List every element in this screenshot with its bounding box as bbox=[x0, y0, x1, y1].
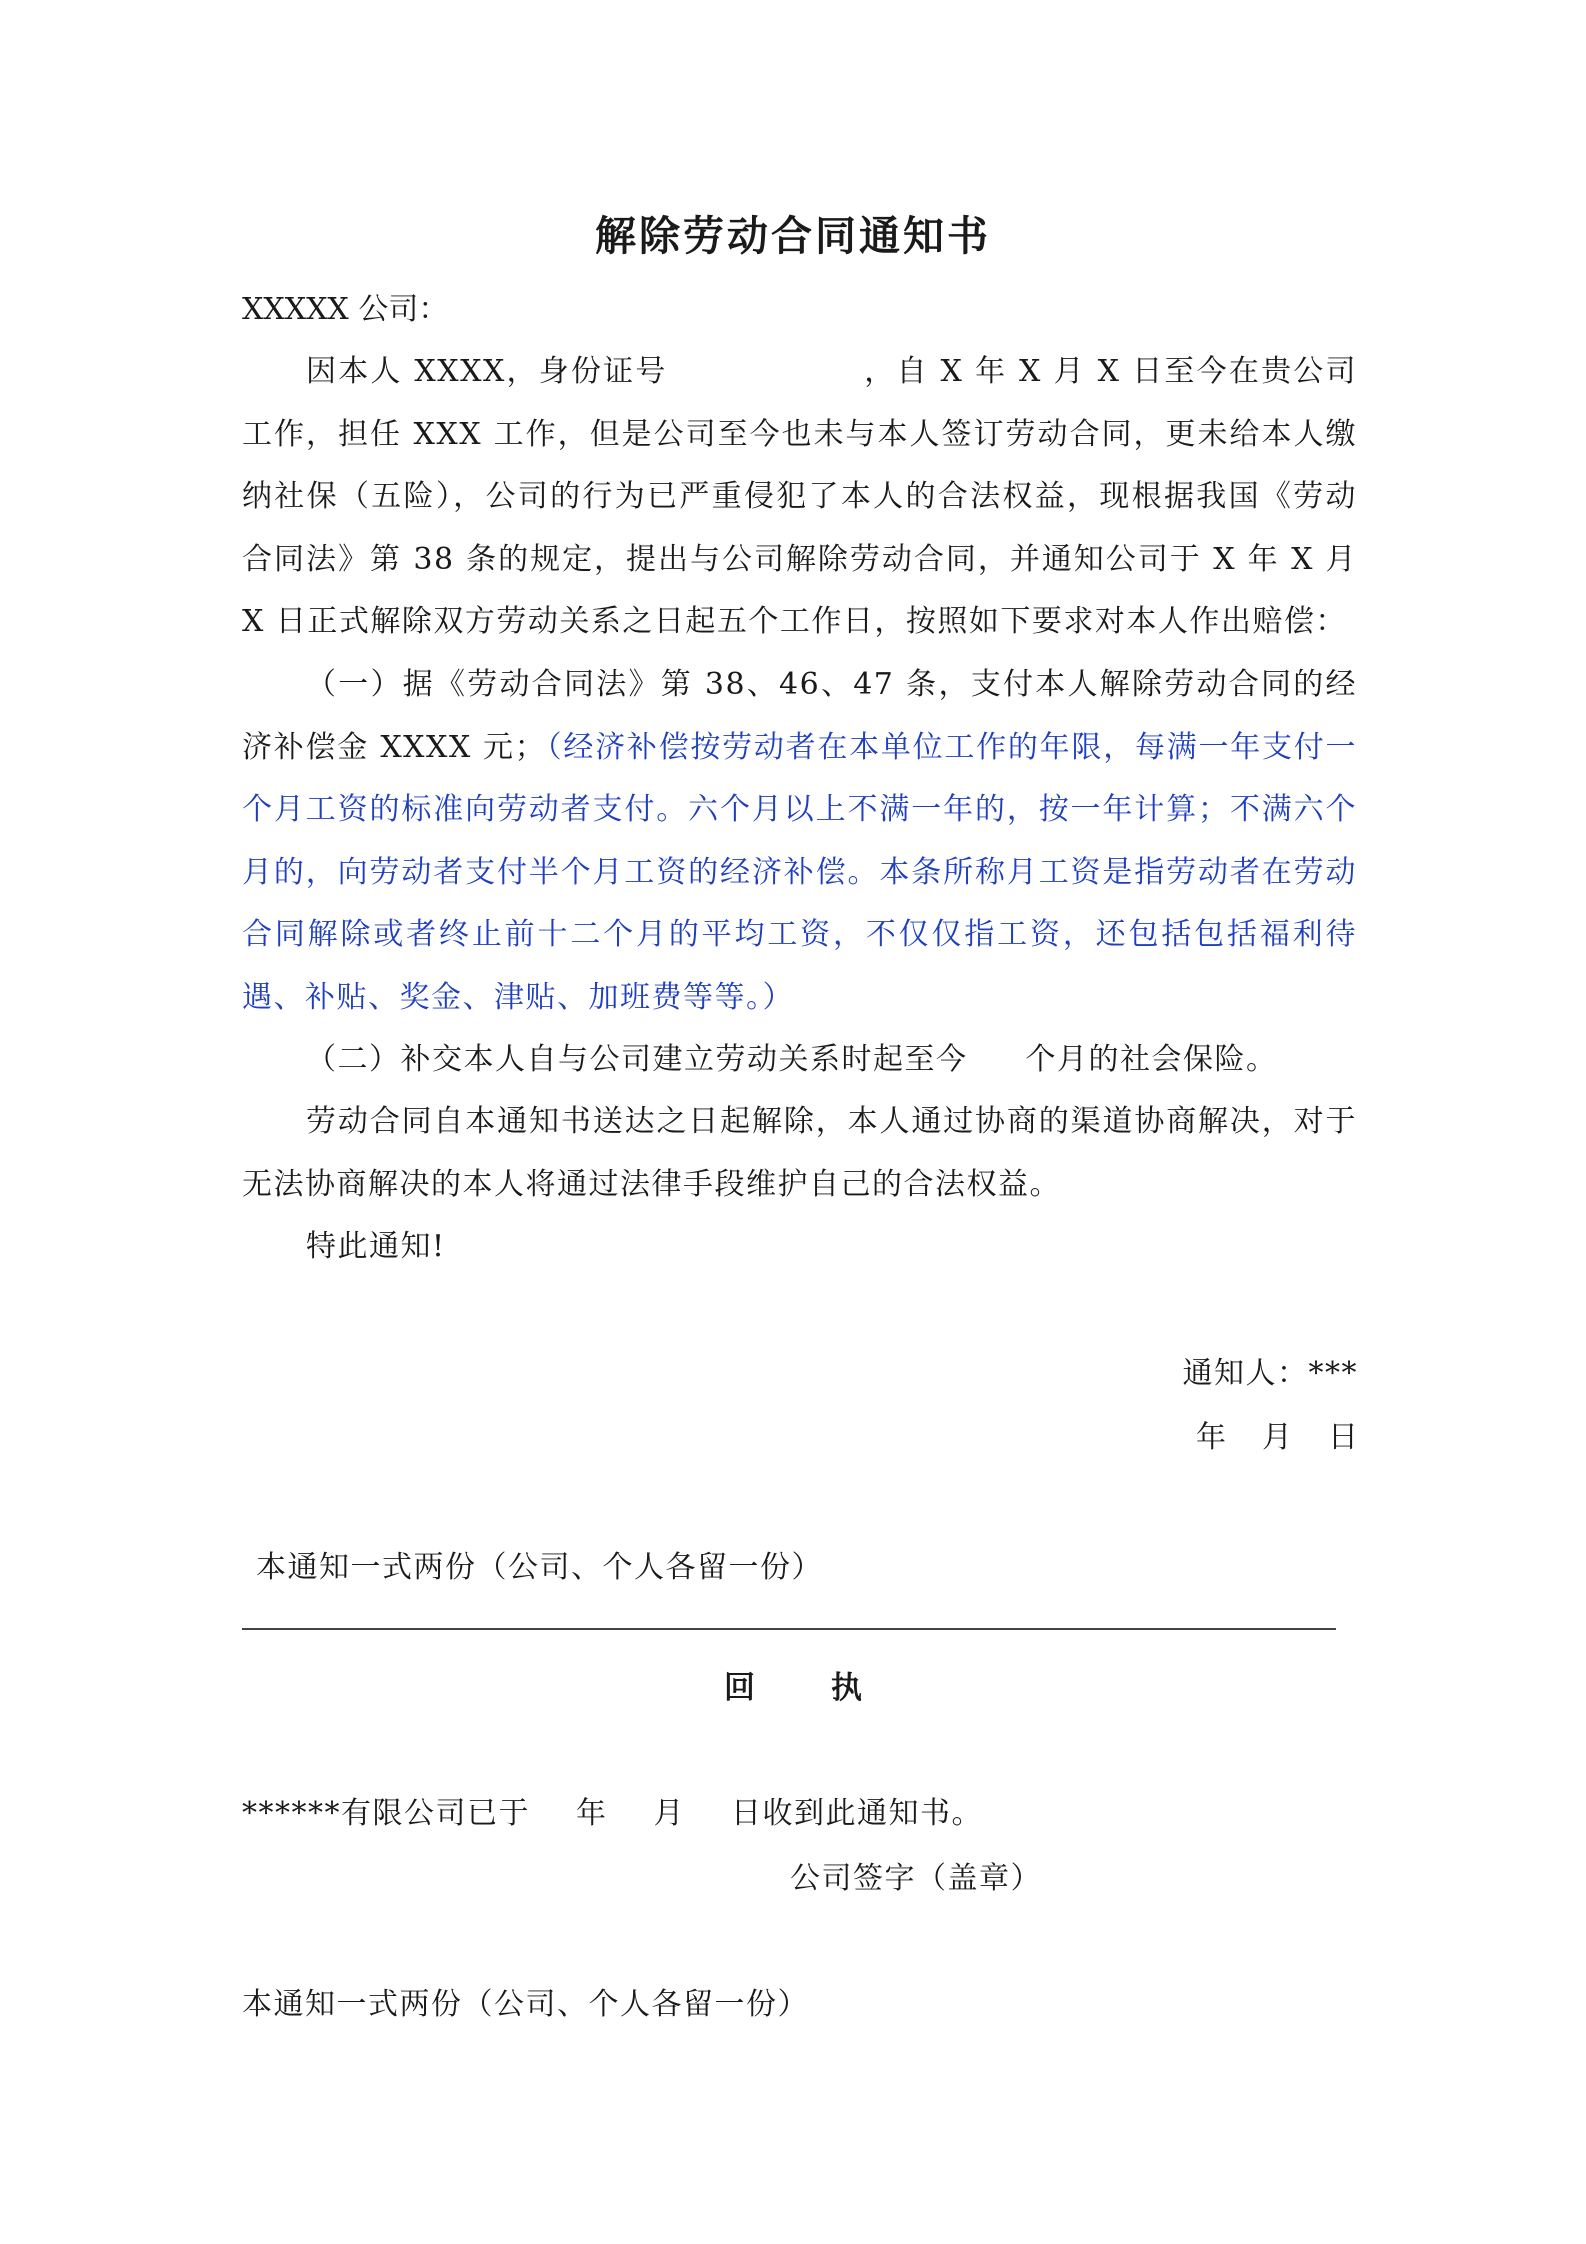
item-one-note: （经济补偿按劳动者在本单位工作的年限，每满一年支付一个月工资的标准向劳动者支付。六个月以上不满一年的，按一年计算；不满六个月的，向劳动者支付半个月工资的经济补偿。本条所称月工资是指劳动者在劳动合同解除或者终止前十二个月的平均工资，不仅仅指工资，还包括包括福利待遇、补贴、奖金、津贴、加班费等等。） bbox=[242, 729, 1357, 1015]
item-two-before-gap: （二）补交本人自与公司建立劳动关系时起至今 bbox=[306, 1042, 968, 1077]
date-month-label: 月 bbox=[1262, 1420, 1292, 1455]
closing-paragraph bbox=[242, 1091, 1357, 1216]
item-two bbox=[242, 1029, 1357, 1092]
closing-paragraph-text: 劳动合同自本通知书送达之日起解除，本人通过协商的渠道协商解决，对于无法协商解决的本人将通过法律手段维护自己的合法权益。 bbox=[242, 1104, 1357, 1202]
item-two-text bbox=[242, 1029, 1357, 1092]
copies-note: 本通知一式两份（公司、个人各留一份） bbox=[256, 1550, 823, 1585]
item-one-main: （一）据《劳动合同法》第 38、46、47 条，支付本人解除劳动合同的经济补偿金 XXXX 元； bbox=[242, 667, 1357, 765]
receipt-copies-note: 本通知一式两份（公司、个人各留一份） bbox=[242, 1987, 809, 2022]
notice-text: 特此通知! bbox=[306, 1229, 446, 1264]
item-one-text bbox=[242, 654, 1357, 1029]
cut-separator bbox=[242, 1628, 1336, 1630]
date-year-label: 年 bbox=[1196, 1420, 1226, 1455]
receipt-company-prefix: ******有限公司已于 bbox=[242, 1796, 530, 1831]
paragraph-main-before-id: 因本人 XXXX，身份证号 bbox=[306, 354, 668, 389]
signature-date bbox=[1196, 1418, 1358, 1458]
paragraph-main-after-id: ，自 X 年 X 月 X 日至今在贵公司工作，担任 XXX 工作，但是公司至今也未与本人签订劳动合同，更未给本人缴纳社保（五险），公司的行为已严重侵犯了本人的合法权益，现根据我国《劳动合同法》第 38 条的规定，提出与公司解除劳动合同，并通知公司于 X 年 X 月 X 日正式解除双方劳动关系之日起五个工作日，按照如下要求对本人作出赔偿： bbox=[242, 354, 1357, 639]
document-title: 解除劳动合同通知书 bbox=[595, 212, 991, 260]
receipt-day-label: 日收到此通知书。 bbox=[731, 1796, 983, 1831]
receipt-title-char-1: 回 bbox=[724, 1670, 755, 1706]
paragraph-main-text bbox=[242, 341, 1357, 654]
paragraph-main bbox=[242, 341, 1357, 654]
item-one bbox=[242, 654, 1357, 1029]
receipt-title-char-2: 执 bbox=[831, 1670, 862, 1706]
date-day-label: 日 bbox=[1328, 1420, 1358, 1455]
signer-line: 通知人：*** bbox=[1182, 1356, 1358, 1391]
receipt-title bbox=[0, 1667, 1586, 1709]
receipt-month-label: 月 bbox=[653, 1796, 685, 1831]
receipt-year-label: 年 bbox=[576, 1796, 608, 1831]
item-two-after-gap: 个月的社会保险。 bbox=[1025, 1042, 1278, 1077]
receipt-statement bbox=[242, 1794, 983, 1834]
company-signature-label: 公司签字（盖章） bbox=[790, 1861, 1042, 1896]
notice-line bbox=[242, 1216, 1357, 1279]
addressee: XXXXX 公司： bbox=[242, 292, 449, 327]
